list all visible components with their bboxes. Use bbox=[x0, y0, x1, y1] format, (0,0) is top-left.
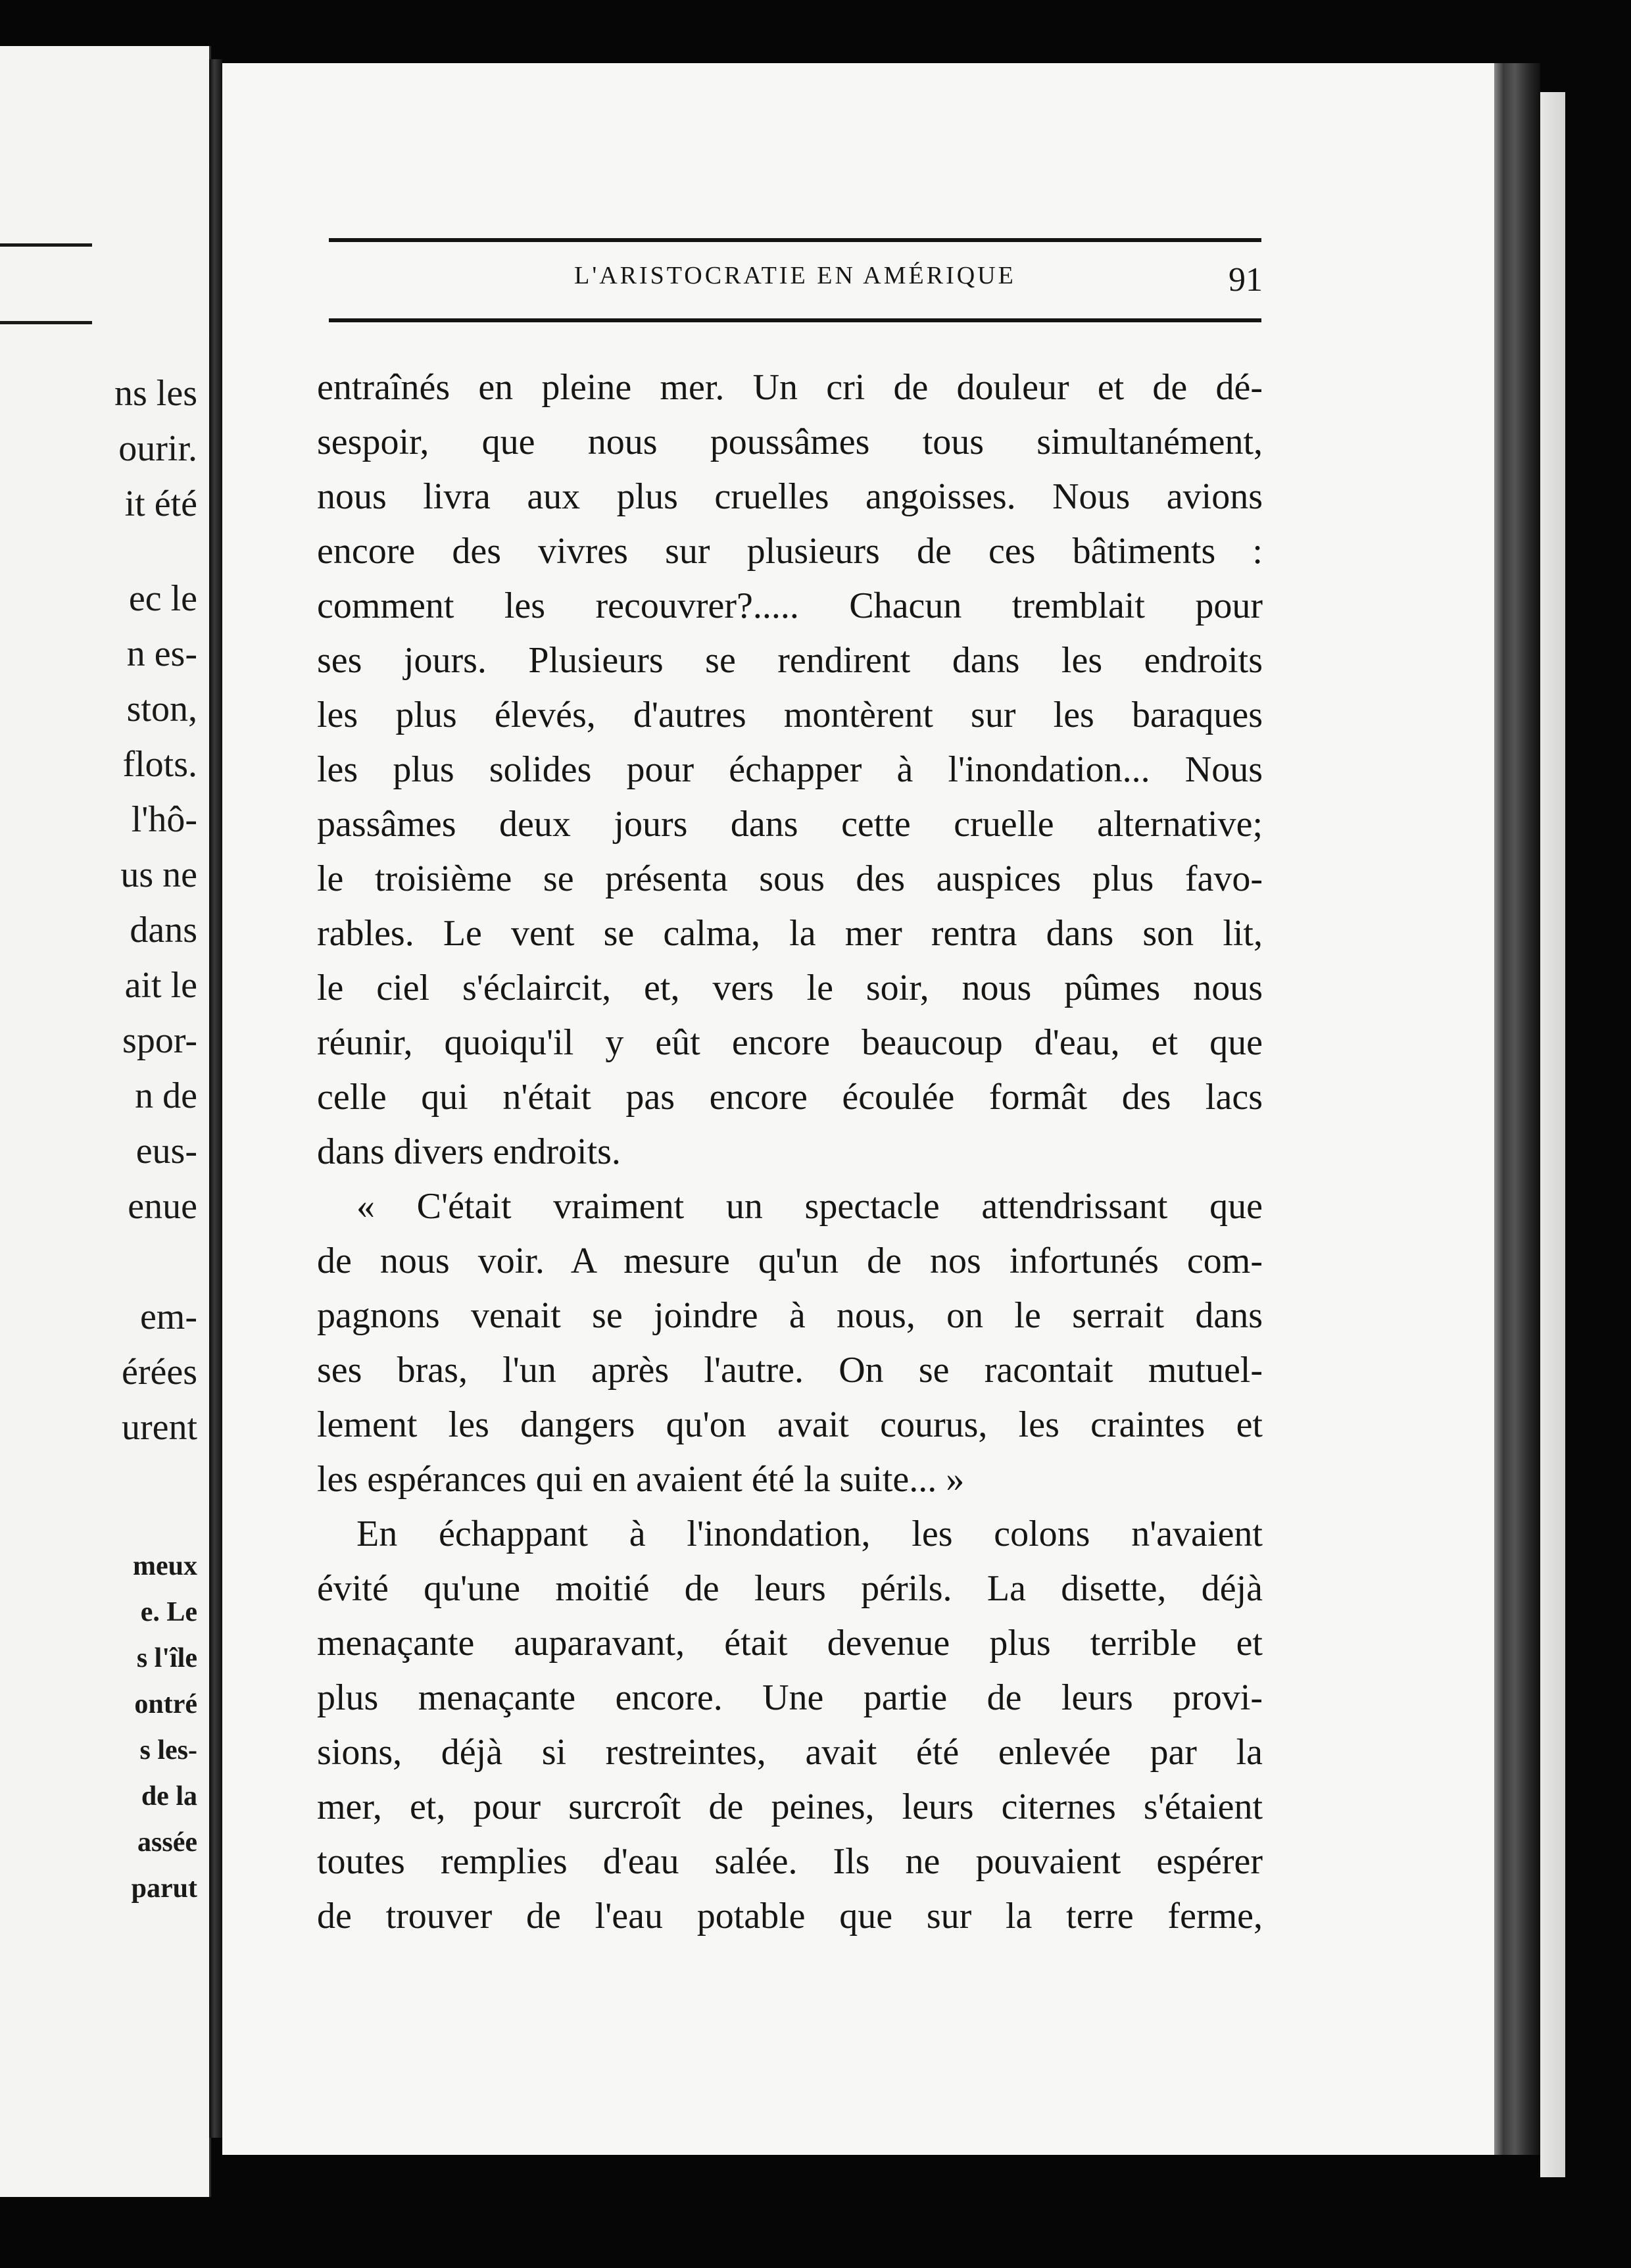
header-bottom-rule bbox=[329, 318, 1261, 322]
text-line: dans divers endroits. bbox=[317, 1131, 621, 1172]
text-line: réunir, quoiqu'il y eût encore beaucoup d'eau, et que bbox=[317, 1022, 1263, 1063]
facing-page-line: l'hô- bbox=[131, 799, 197, 840]
facing-page-line: it été bbox=[124, 483, 197, 524]
facing-page-line: ns les bbox=[114, 373, 197, 414]
text-line: ses bras, l'un après l'autre. On se racontait mutuel- bbox=[317, 1350, 1263, 1391]
text-line: le ciel s'éclaircit, et, vers le soir, nous pûmes nous bbox=[317, 968, 1263, 1008]
facing-page-line: ourir. bbox=[118, 428, 197, 469]
facing-page-note: de la bbox=[141, 1781, 197, 1812]
text-line: celle qui n'était pas encore écoulée formât des lacs bbox=[317, 1077, 1263, 1118]
page-number: 91 bbox=[1229, 261, 1263, 299]
facing-page-line: flots. bbox=[122, 744, 197, 785]
facing-page-line: eus- bbox=[135, 1131, 197, 1171]
facing-page-note: assée bbox=[137, 1827, 197, 1858]
text-line: entraînés en pleine mer. Un cri de douleur et de dé- bbox=[317, 367, 1263, 408]
text-line: les plus élevés, d'autres montèrent sur les baraques bbox=[317, 695, 1263, 735]
body-text bbox=[317, 360, 1263, 1944]
text-line: « C'était vraiment un spectacle attendrissant que bbox=[356, 1186, 1263, 1227]
book-gutter bbox=[209, 59, 222, 2138]
header-top-rule bbox=[329, 238, 1261, 242]
facing-page-line: spor- bbox=[122, 1020, 197, 1061]
facing-page-note: s les- bbox=[139, 1735, 197, 1765]
facing-page-line: n de bbox=[135, 1075, 197, 1116]
text-line: sespoir, que nous poussâmes tous simultanément, bbox=[317, 422, 1263, 462]
facing-page-line: urent bbox=[121, 1407, 197, 1448]
facing-page-line: n es- bbox=[126, 633, 197, 674]
facing-page-note: parut bbox=[131, 1873, 197, 1904]
text-line: nous livra aux plus cruelles angoisses. Nous avions bbox=[317, 476, 1263, 517]
facing-page-line: us ne bbox=[120, 854, 197, 895]
facing-page-note: s l'île bbox=[136, 1643, 197, 1673]
facing-page-note: e. Le bbox=[140, 1597, 197, 1627]
text-line: plus menaçante encore. Une partie de leurs provi- bbox=[317, 1677, 1263, 1718]
text-line: rables. Le vent se calma, la mer rentra dans son lit, bbox=[317, 913, 1263, 954]
text-line: menaçante auparavant, était devenue plus terrible et bbox=[317, 1623, 1263, 1664]
page-edge-strip bbox=[1540, 92, 1565, 2177]
text-line: de trouver de l'eau potable que sur la terre ferme, bbox=[317, 1896, 1263, 1936]
page-edge-shadow bbox=[1494, 63, 1540, 2155]
facing-page-line: dans bbox=[130, 910, 197, 950]
facing-page bbox=[0, 46, 211, 2197]
facing-page-line: ston, bbox=[126, 689, 197, 729]
text-line: sions, déjà si restreintes, avait été enlevée par la bbox=[317, 1732, 1263, 1773]
text-line: encore des vivres sur plusieurs de ces bâtiments : bbox=[317, 531, 1263, 572]
text-line: toutes remplies d'eau salée. Ils ne pouvaient espérer bbox=[317, 1841, 1263, 1882]
facing-page-line: ait le bbox=[124, 965, 197, 1006]
text-line: les plus solides pour échapper à l'inondation... Nous bbox=[317, 749, 1263, 790]
facing-page-line: enue bbox=[128, 1186, 197, 1227]
text-line: lement les dangers qu'on avait courus, les craintes et bbox=[317, 1404, 1263, 1445]
text-line: les espérances qui en avaient été la suite... » bbox=[317, 1459, 965, 1500]
facing-page-line: ec le bbox=[128, 578, 197, 619]
text-line: En échappant à l'inondation, les colons n'avaient bbox=[356, 1514, 1263, 1554]
facing-page-line: érées bbox=[121, 1352, 197, 1393]
text-line: comment les recouvrer?..... Chacun tremblait pour bbox=[317, 585, 1263, 626]
facing-page-top-rule bbox=[0, 243, 92, 247]
text-line: de nous voir. A mesure qu'un de nos infortunés com- bbox=[317, 1241, 1263, 1281]
facing-page-bottom-rule bbox=[0, 321, 92, 324]
text-line: ses jours. Plusieurs se rendirent dans les endroits bbox=[317, 640, 1263, 681]
text-line: mer, et, pour surcroît de peines, leurs citernes s'étaient bbox=[317, 1787, 1263, 1827]
facing-page-note: ontré bbox=[134, 1689, 197, 1719]
text-line: passâmes deux jours dans cette cruelle alternative; bbox=[317, 804, 1263, 845]
text-line: pagnons venait se joindre à nous, on le serrait dans bbox=[317, 1295, 1263, 1336]
facing-page-note: meux bbox=[133, 1551, 197, 1581]
running-title: L'ARISTOCRATIE EN AMÉRIQUE bbox=[574, 262, 1016, 289]
text-line: le troisième se présenta sous des auspices plus favo- bbox=[317, 858, 1263, 899]
facing-page-line: em- bbox=[139, 1296, 197, 1337]
text-line: évité qu'une moitié de leurs périls. La disette, déjà bbox=[317, 1568, 1263, 1609]
